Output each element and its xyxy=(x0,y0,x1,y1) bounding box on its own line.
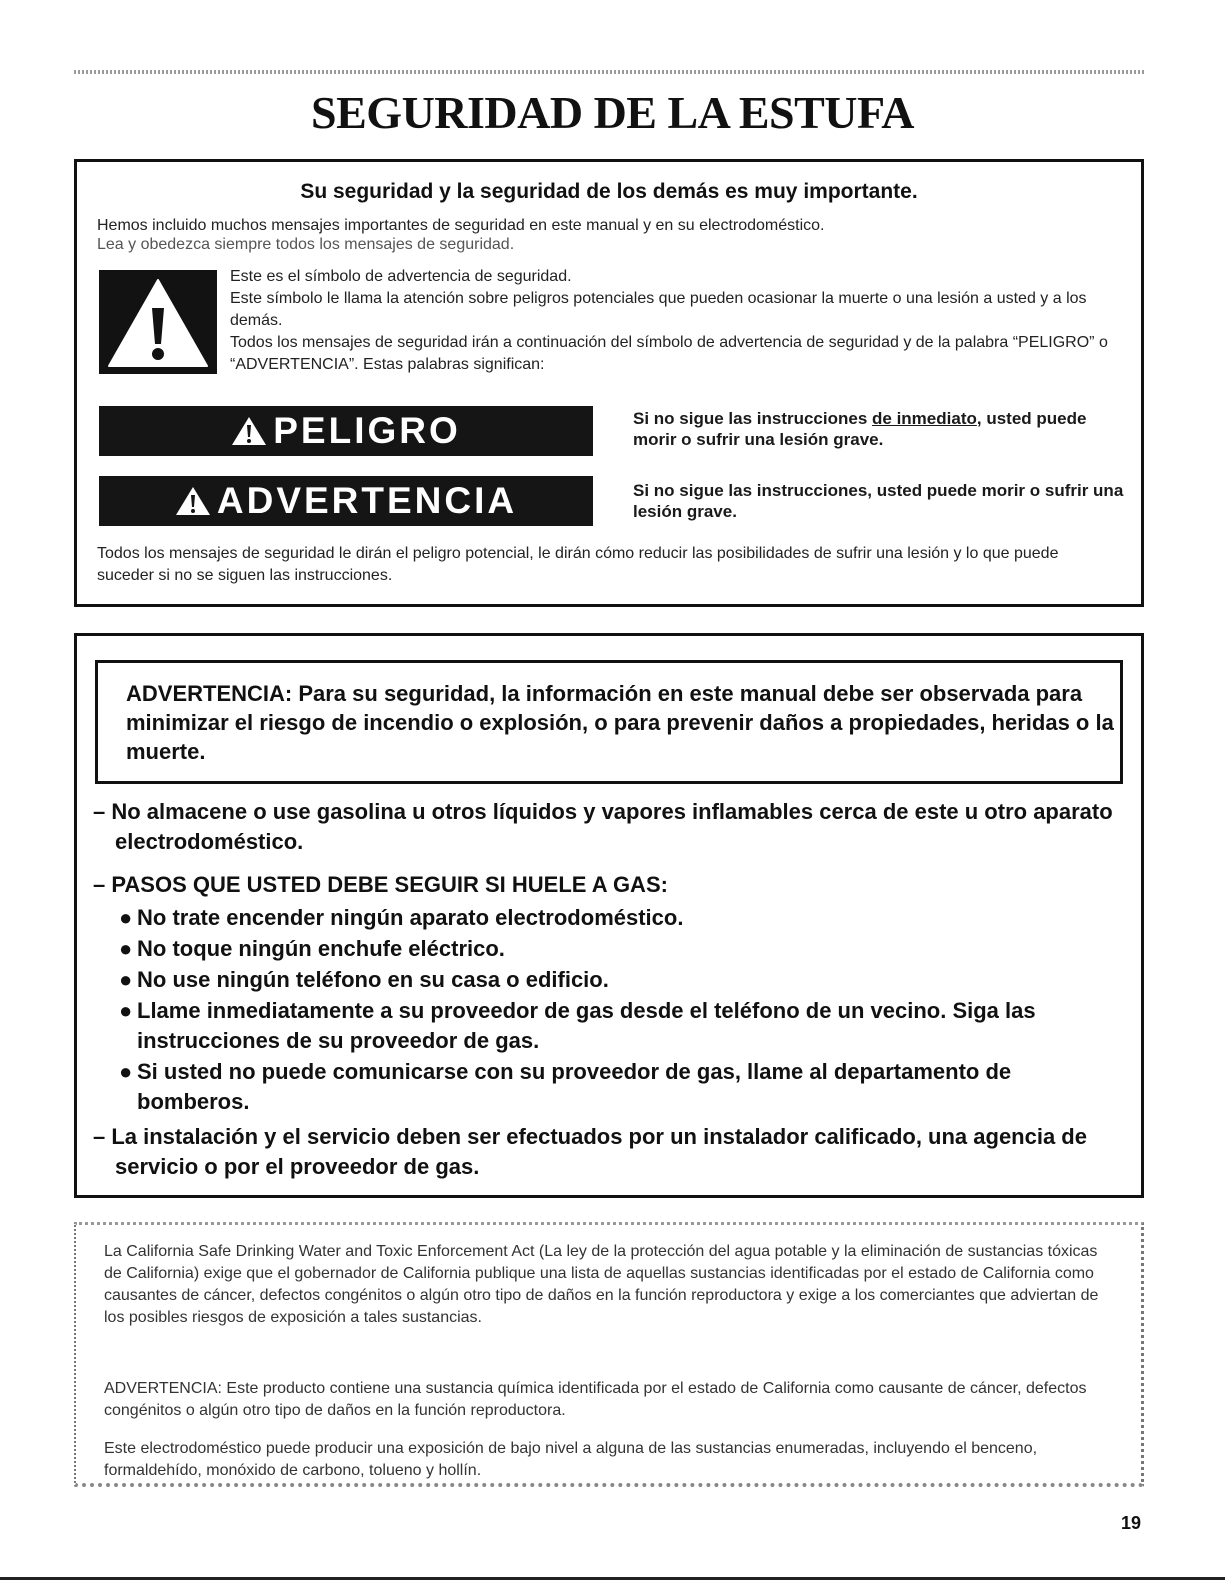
bullet-icon: ● xyxy=(119,1059,133,1084)
exposure-paragraph: Este electrodoméstico puede producir una exposición de bajo nivel a alguna de las sustancias enumeradas, incluyendo el benceno, formaldehído, monóxido de carbono, tolueno y hollín. xyxy=(104,1440,1038,1479)
gas-warning-header: ADVERTENCIA: Para su seguridad, la información en este manual debe ser observada para minimizar el riesgo de incendio o explosión, o para prevenir daños a propiedades, heridas o la muerte. xyxy=(126,681,1114,764)
safety-intro xyxy=(97,216,825,254)
gas-warning-header-box xyxy=(95,660,1123,784)
danger-text-end: , usted puede morir o sufrir una lesión grave. xyxy=(633,409,1087,449)
top-dotted-rule xyxy=(74,70,1144,74)
storage-warning: – No almacene o use gasolina u otros líquidos y vapores inflamables cerca de este u otro aparato electrodoméstico. xyxy=(93,799,1113,854)
intro-line: Lea y obedezca siempre todos los mensajes de seguridad. xyxy=(97,236,515,253)
safety-alert-symbol-icon xyxy=(99,270,217,374)
danger-description xyxy=(633,408,1133,450)
california-warning-paragraph: ADVERTENCIA: Este producto contiene una sustancia química identificada por el estado de California como causante de cáncer, defectos congénitos o algún otro tipo de daños en la función reproductora. xyxy=(104,1380,1087,1419)
list-item xyxy=(119,965,1119,995)
list-item xyxy=(119,1057,1119,1117)
step-text: No trate encender ningún aparato electrodoméstico. xyxy=(137,905,684,930)
danger-signal-banner xyxy=(99,406,593,456)
bullet-icon: ● xyxy=(119,967,133,992)
danger-text-start: Si no sigue las instrucciones xyxy=(633,409,873,428)
symbol-line: Este símbolo le llama la atención sobre peligros potenciales que pueden ocasionar la muerte o una lesión a usted y a los demás. xyxy=(230,290,1087,329)
installation-warning: – La instalación y el servicio deben ser efectuados por un instalador calificado, una agencia de servicio o por el proveedor de gas. xyxy=(93,1124,1087,1179)
safety-heading: Su seguridad y la seguridad de los demás es muy importante. xyxy=(300,180,918,203)
list-item xyxy=(119,934,1119,964)
step-text: No toque ningún enchufe eléctrico. xyxy=(137,936,505,961)
warning-description: Si no sigue las instrucciones, usted puede morir o sufrir una lesión grave. xyxy=(633,481,1124,521)
warning-signal-banner xyxy=(99,476,593,526)
bottom-rule xyxy=(0,1577,1225,1580)
safety-footer: Todos los mensajes de seguridad le dirán el peligro potencial, le dirán cómo reducir las posibilidades de sufrir una lesión y lo que puede suceder si no se siguen las instrucciones. xyxy=(97,545,1059,584)
step-text: No use ningún teléfono en su casa o edificio. xyxy=(137,967,609,992)
symbol-description xyxy=(230,266,1130,376)
list-item xyxy=(119,996,1119,1056)
bullet-icon: ● xyxy=(119,905,133,930)
warning-label: ADVERTENCIA xyxy=(216,480,518,521)
bullet-icon: ● xyxy=(119,936,133,961)
danger-label: PELIGRO xyxy=(273,410,461,451)
gas-smell-steps-heading: – PASOS QUE USTED DEBE SEGUIR SI HUELE A GAS: xyxy=(93,872,668,897)
list-item xyxy=(119,903,1119,933)
gas-warning-box xyxy=(74,633,1144,1198)
california-notice-box xyxy=(74,1222,1144,1487)
bullet-icon: ● xyxy=(119,998,133,1023)
symbol-line: Todos los mensajes de seguridad irán a continuación del símbolo de advertencia de seguridad y de la palabra “PELIGRO” o “ADVERTENCIA”. Estas palabras significan: xyxy=(230,334,1108,373)
safety-info-box xyxy=(74,159,1144,607)
california-act-paragraph: La California Safe Drinking Water and Toxic Enforcement Act (La ley de la protección del agua potable y la eliminación de sustancias tóxicas de California) exige que el gobernador de California publique una lista de aquellas sustancias identificadas por el estado de California como causantes de cáncer, defectos congénitos o algún otro tipo de daños en la función reproductora y exige a los comerciantes que adviertan de los posibles riesgos de exposición a tales sustancias. xyxy=(104,1243,1099,1326)
symbol-line: Este es el símbolo de advertencia de seguridad. xyxy=(230,268,572,285)
page-title: SEGURIDAD DE LA ESTUFA xyxy=(311,87,914,138)
danger-text-underlined: de inmediato xyxy=(872,409,977,428)
gas-smell-steps-list xyxy=(119,903,1119,1118)
warning-alert-icon xyxy=(175,486,211,516)
step-text: Si usted no puede comunicarse con su proveedor de gas, llame al departamento de bomberos. xyxy=(137,1059,1012,1114)
step-text: Llame inmediatamente a su proveedor de gas desde el teléfono de un vecino. Siga las instrucciones de su proveedor de gas. xyxy=(137,998,1036,1053)
page-number: 19 xyxy=(1120,1513,1141,1533)
danger-alert-icon xyxy=(231,416,267,446)
intro-line: Hemos incluido muchos mensajes importantes de seguridad en este manual y en su electrodoméstico. xyxy=(97,217,825,234)
